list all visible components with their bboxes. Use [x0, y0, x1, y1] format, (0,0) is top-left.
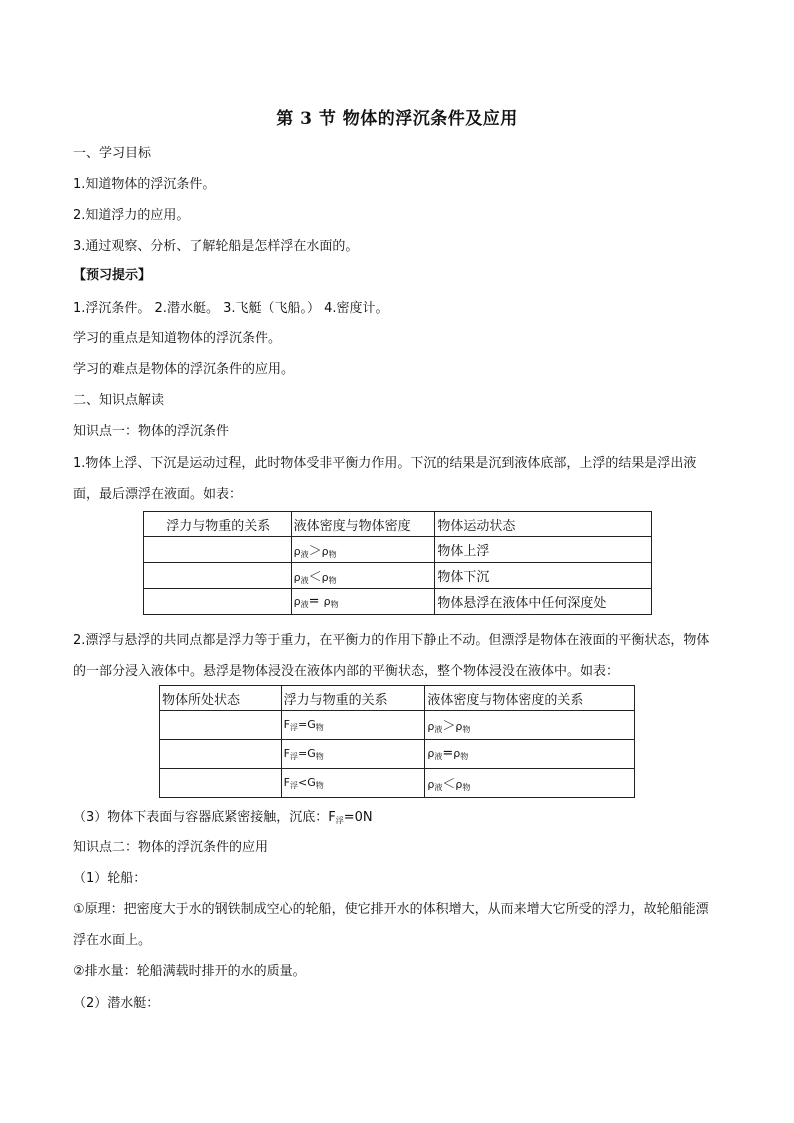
subheading-submarine: （2）潜水艇：	[73, 996, 160, 1011]
table-header-row	[160, 686, 635, 711]
section-heading-knowledge: 二、知识点解读	[73, 393, 165, 408]
table-row	[144, 537, 652, 563]
table-row	[160, 769, 635, 798]
table-cell	[144, 537, 292, 563]
table-cell: $F_浮<G_物$	[281, 769, 425, 798]
preview-heading: 【预习提示】	[73, 268, 152, 283]
table-cell: $F_浮=G_物$	[281, 711, 425, 740]
table-header-row	[144, 512, 652, 537]
table-row	[160, 740, 635, 769]
page-title: 第 3 节 物体的浮沉条件及应用	[276, 109, 518, 129]
table-header-cell: 液体密度与物体密度的关系	[425, 686, 635, 711]
difficult-point: 学习的难点是物体的浮沉条件的应用。	[73, 362, 295, 377]
section-heading-goals: 一、学习目标	[73, 146, 152, 161]
goal-item-2: 2.知道浮力的应用。	[73, 208, 190, 223]
table-header-cell: 浮力与物重的关系	[144, 512, 292, 537]
subheading-ship: （1）轮船：	[73, 871, 147, 886]
table-header-cell: 液体密度与物体密度	[291, 512, 435, 537]
table-cell: $\rho_液<\rho_物$	[425, 769, 635, 798]
table-row	[144, 589, 652, 615]
ship-displacement: ②排水量：轮船满载时排开的水的质量。	[73, 964, 306, 979]
table-row	[144, 563, 652, 589]
table-cell: $\rho_液>\rho_物$	[425, 711, 635, 740]
paragraph-1: 1.物体上浮、下沉是运动过程，此时物体受非平衡力作用。下沉的结果是沉到液体底部，上浮的结果是浮出液面，最后漂浮在液面。如表：	[73, 456, 697, 502]
table-header-cell: 物体所处状态	[160, 686, 282, 711]
table-cell	[160, 769, 282, 798]
paragraph-ship-principle: ①原理：把密度大于水的钢铁制成空心的轮船，使它排开水的体积增大，从而来增大它所受的浮力，故轮船能漂浮在水面上。	[73, 902, 709, 948]
goal-item-1: 1.知道物体的浮沉条件。	[73, 177, 216, 192]
goal-item-3: 3.通过观察、分析、了解轮船是怎样浮在水面的。	[73, 239, 359, 254]
table-cell	[144, 563, 292, 589]
key-point: 学习的重点是知道物体的浮沉条件。	[73, 331, 282, 346]
table-cell: $\rho_液>\rho_物$	[291, 537, 435, 563]
table-cell: 物体悬浮在液体中任何深度处	[435, 589, 652, 615]
table-cell: $\rho_液= \rho_物$	[291, 589, 435, 615]
table-float-sink-motion	[143, 511, 652, 615]
knowledge-point-2-heading: 知识点二：物体的浮沉条件的应用	[73, 840, 269, 855]
table-cell: $\rho_液=\rho_物$	[425, 740, 635, 769]
table-cell	[144, 589, 292, 615]
table-header-cell: 物体运动状态	[435, 512, 652, 537]
table-cell: 物体上浮	[435, 537, 652, 563]
preview-items: 1.浮沉条件。 2.潜水艇。 3.飞艇（飞船。） 4.密度计。	[73, 301, 389, 316]
table-cell	[160, 711, 282, 740]
table-cell: 物体下沉	[435, 563, 652, 589]
table-cell: $F_浮=G_物$	[281, 740, 425, 769]
table-header-cell: 浮力与物重的关系	[281, 686, 425, 711]
knowledge-point-1-heading: 知识点一：物体的浮沉条件	[73, 424, 230, 439]
table-cell: $\rho_液<\rho_物$	[291, 563, 435, 589]
paragraph-2: 2.漂浮与悬浮的共同点都是浮力等于重力，在平衡力的作用下静止不动。但漂浮是物体在液面的平衡状态，物体的一部分浸入液体中。悬浮是物体浸没在液体内部的平衡状态，整个物体浸没在液体中。如表：	[73, 633, 710, 679]
table-cell	[160, 740, 282, 769]
sink-bottom-note: （3）物体下表面与容器底紧密接触，沉底：$F_浮=0N$	[73, 810, 373, 825]
table-float-suspend-relation	[159, 685, 635, 798]
table-row	[160, 711, 635, 740]
